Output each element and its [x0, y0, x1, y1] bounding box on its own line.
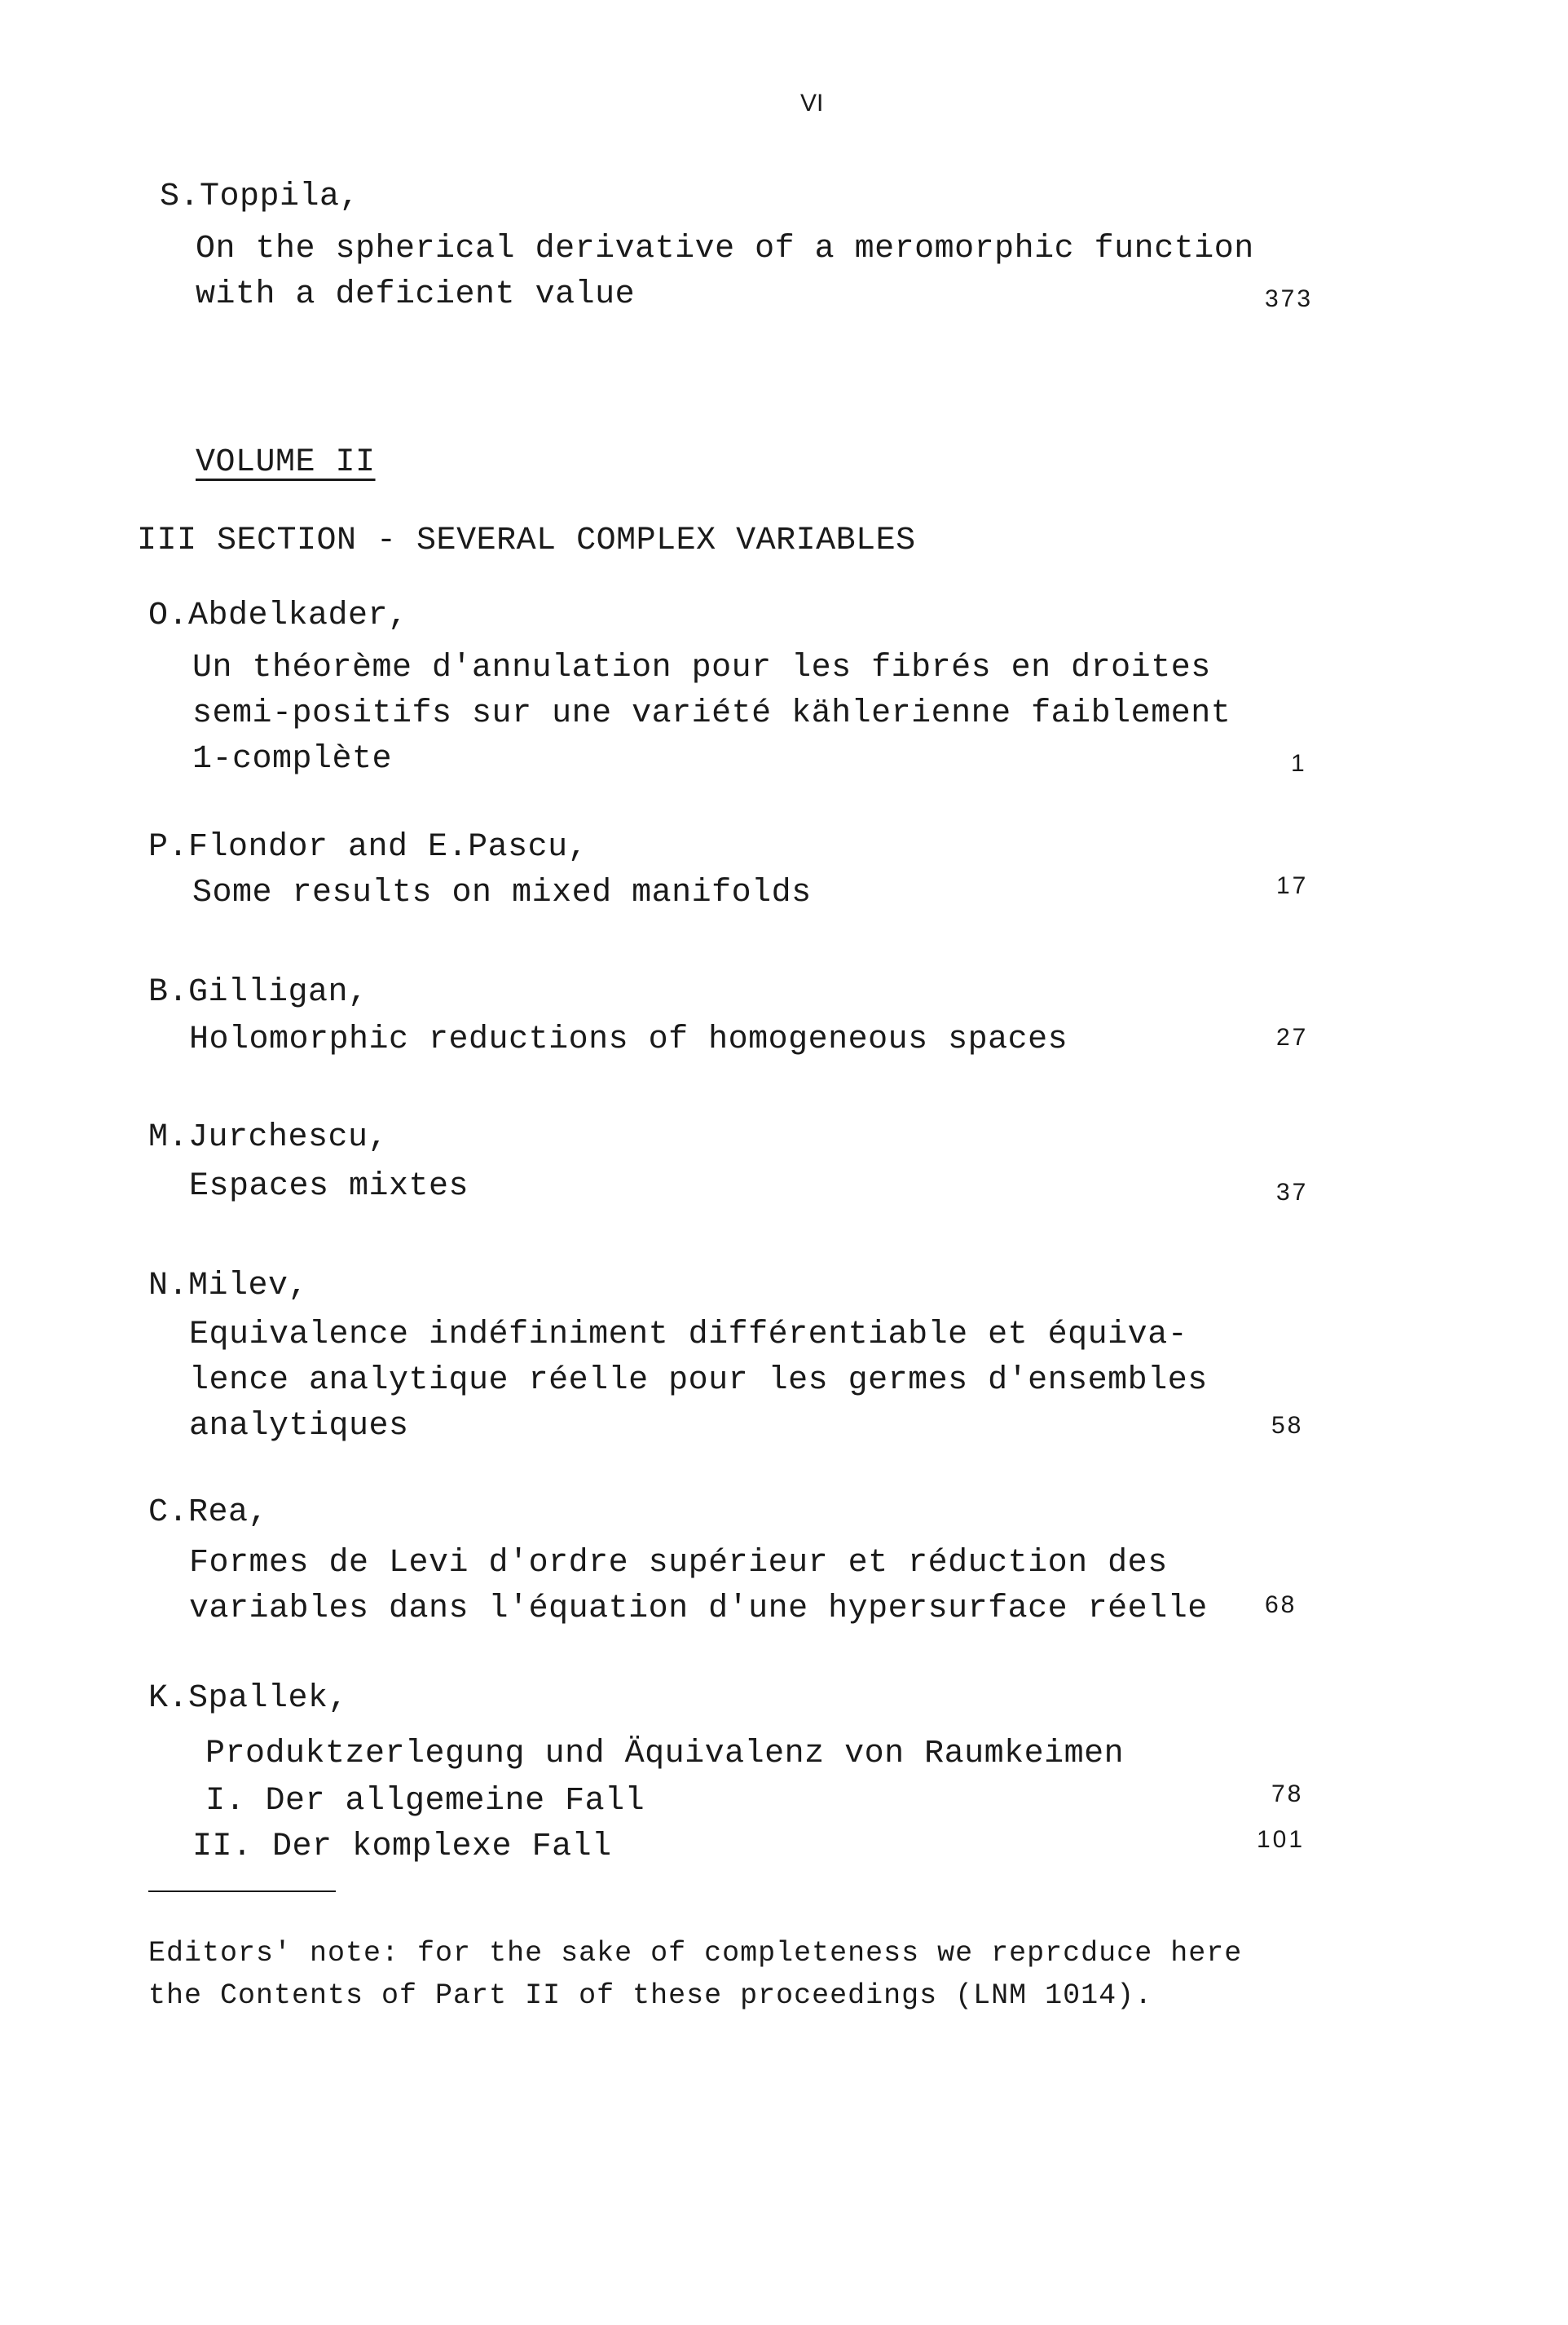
entry-author: S.Toppila, [160, 179, 360, 215]
entry-author: C.Rea, [148, 1494, 269, 1531]
entry-title-line: variables dans l'équation d'une hypersurface réelle [189, 1590, 1208, 1627]
entry-page-number: 68 [1265, 1591, 1297, 1618]
entry-page-number: 17 [1276, 872, 1309, 899]
entry-title-line: Formes de Levi d'ordre supérieur et réduction des [189, 1545, 1168, 1582]
entry-title-line: Holomorphic reductions of homogeneous spaces [189, 1021, 1068, 1058]
entry-author: N.Milev, [148, 1268, 309, 1304]
entry-page-number: 37 [1276, 1179, 1309, 1206]
entry-page-number: 1 [1291, 750, 1307, 777]
page-number: VI [800, 90, 824, 117]
entry-title-line: with a deficient value [196, 276, 636, 313]
section-heading: III SECTION - SEVERAL COMPLEX VARIABLES [137, 523, 916, 559]
entry-author: M.Jurchescu, [148, 1119, 389, 1156]
entry-title-line: 1-complète [192, 741, 393, 778]
entry-title-line: semi-positifs sur une variété kählerienne faiblement [192, 695, 1231, 732]
entry-page-number: 27 [1276, 1024, 1309, 1051]
entry-page-number: 373 [1265, 285, 1314, 312]
footnote-line: Editors' note: for the sake of completeness we reprcduce here [148, 1937, 1243, 1970]
footnote-rule [148, 1890, 336, 1892]
entry-title-line: analytiques [189, 1408, 409, 1445]
entry-title-line: Espaces mixtes [189, 1168, 469, 1205]
entry-title-line: Un théorème d'annulation pour les fibrés en droites [192, 650, 1211, 686]
entry-author: P.Flondor and E.Pascu, [148, 829, 588, 866]
entry-author: K.Spallek, [148, 1680, 349, 1717]
entry-page-number: 58 [1271, 1412, 1304, 1439]
entry-page-number: 101 [1257, 1826, 1306, 1853]
footnote-line: the Contents of Part II of these proceedings (LNM 1014). [148, 1979, 1153, 2012]
entry-author: B.Gilligan, [148, 974, 368, 1011]
entry-title-line: lence analytique réelle pour les germes d'ensembles [189, 1362, 1208, 1399]
sub-entry-label: II. Der komplexe Fall [192, 1829, 612, 1865]
entry-title-line: Some results on mixed manifolds [192, 875, 812, 911]
entry-author: O.Abdelkader, [148, 598, 408, 634]
entry-page-number: 78 [1271, 1780, 1304, 1807]
volume-heading: VOLUME II [196, 444, 376, 481]
entry-title-line: Equivalence indéfiniment différentiable et équiva- [189, 1317, 1188, 1353]
entry-title-line: On the spherical derivative of a meromorphic function [196, 231, 1254, 267]
sub-entry-label: I. Der allgemeine Fall [205, 1783, 645, 1820]
entry-title-line: Produktzerlegung und Äquivalenz von Raumkeimen [205, 1736, 1125, 1772]
